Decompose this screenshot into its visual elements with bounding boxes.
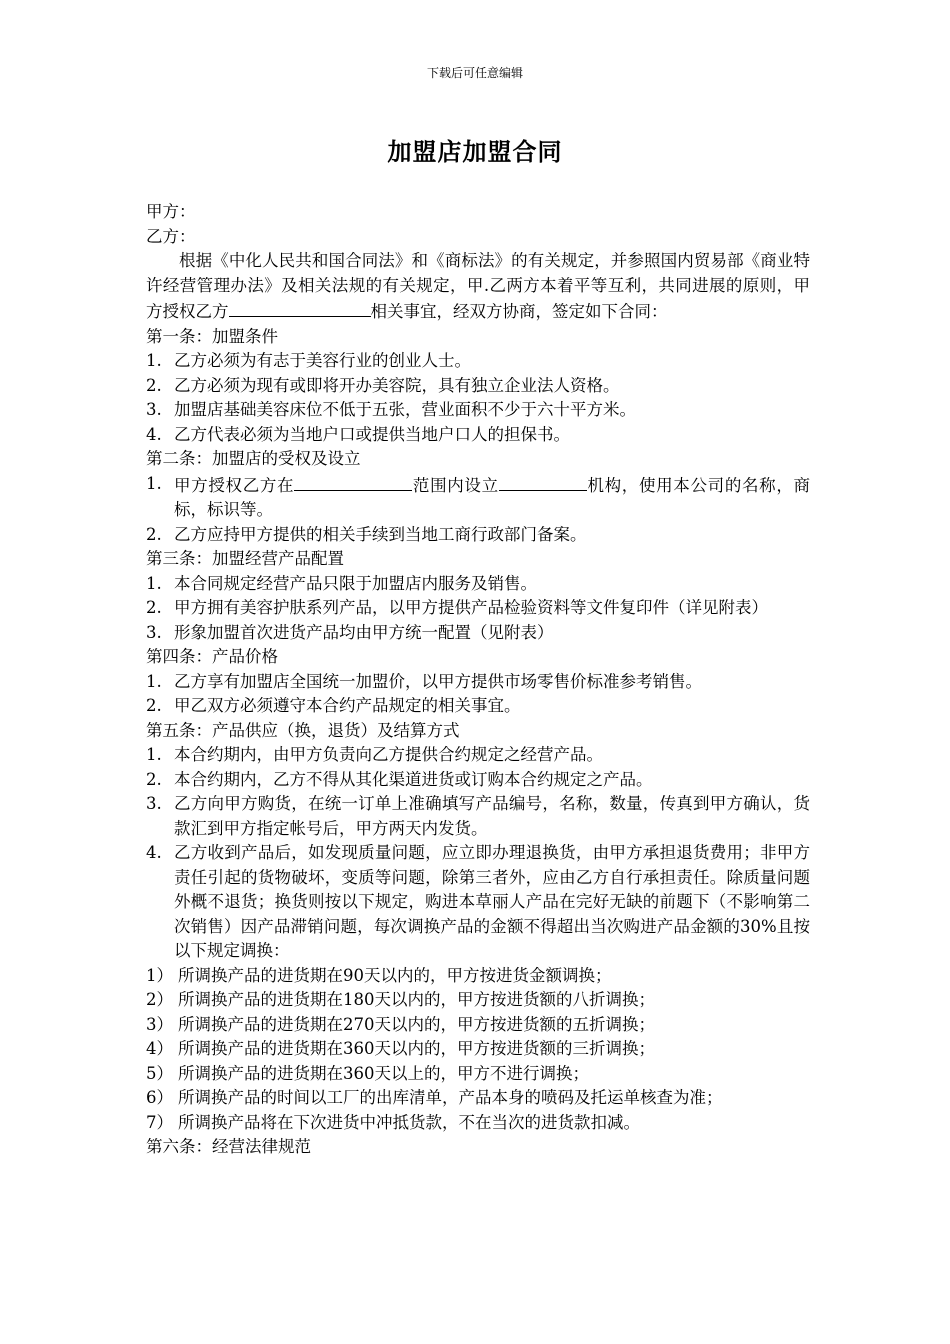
list-item [146, 694, 810, 719]
item-text: 乙方享有加盟店全国统一加盟价，以甲方提供市场零售价标准参考销售。 [174, 671, 702, 691]
intro-paragraph [146, 249, 810, 325]
sub-item-number: 1） [146, 965, 173, 985]
sub-item-number: 2） [146, 990, 173, 1009]
item-text: 乙方收到产品后，如发现质量问题，应立即办理退换货，由甲方承担退货费用；非甲方责任引起的货物破坏，变质等问题，除第三者外，应由乙方自行承担责任。除质量问题外概不退货；换货则按以下规定，购进本草丽人产品在完好无缺的前题下（不影响第二次销售）因产品滞销问题，每次调换产品的金额不得超出当次购进产品金额的30%且按以下规定调换： [174, 843, 810, 960]
item-text: 甲乙双方必须遵守本合约产品规定的相关事宜。 [174, 696, 521, 715]
sub-item-text: 所调换产品的进货期在90天以内的，甲方按进货金额调换； [178, 965, 612, 985]
item-number: 1. [146, 473, 162, 493]
sub-list-item [146, 1062, 810, 1087]
item-text-part3: 机构，使用本公司的名称，商标，标识等。 [174, 475, 811, 519]
item-text: 乙方必须为有志于美容行业的创业人士。 [174, 351, 471, 370]
item-text-part2: 范围内设立 [412, 475, 499, 495]
sub-item-text: 所调换产品的进货期在180天以内的，甲方按进货额的八折调换； [178, 990, 655, 1009]
item-text: 本合同规定经营产品只限于加盟店内服务及销售。 [174, 573, 537, 593]
item-number: 1. [146, 745, 162, 764]
item-text: 加盟店基础美容床位不低于五张，营业面积不少于六十平方米。 [174, 400, 636, 419]
list-item [146, 670, 810, 695]
article4-heading: 第四条：产品价格 [146, 647, 278, 666]
item-number: 2. [146, 769, 162, 789]
sub-item-text: 所调换产品的进货期在270天以内的，甲方按进货额的五折调换； [178, 1014, 655, 1034]
sub-item-text: 所调换产品的时间以工厂的出库清单，产品本身的喷码及托运单核查为准； [178, 1088, 723, 1107]
party-a-label: 甲方： [146, 202, 196, 221]
item-number: 1. [146, 351, 162, 370]
list-item [146, 398, 810, 423]
intro-text-end: 相关事宜，经双方协商，签定如下合同： [370, 302, 668, 321]
list-item [146, 792, 810, 841]
item-number: 4. [146, 424, 162, 444]
item-number: 1. [146, 573, 162, 593]
party-b-label: 乙方： [146, 226, 196, 246]
sub-item-number: 4） [146, 1039, 173, 1058]
item-text: 乙方必须为现有或即将开办美容院，具有独立企业法人资格。 [174, 375, 620, 395]
intro-text-start: 根据《中化人民共和国合同法》和《商标法》的有关规定，并参照国内贸易部《商业特许经营管理办法》及相关法规的有关规定，甲.乙两方本着平等互利，共同进展的原则，甲方授权乙方 [146, 251, 810, 321]
sub-item-number: 6） [146, 1088, 173, 1107]
list-item [146, 596, 810, 621]
sub-item-number: 7） [146, 1112, 173, 1132]
article3-heading: 第三条：加盟经营产品配置 [146, 549, 344, 568]
list-item [146, 621, 810, 646]
item-text: 乙方代表必须为当地户口或提供当地户口人的担保书。 [174, 424, 570, 444]
item-number: 2. [146, 696, 162, 715]
article2-heading: 第二条：加盟店的受权及设立 [146, 449, 361, 468]
sub-item-text: 所调换产品的进货期在360天以内的，甲方按进货额的三折调换； [178, 1039, 655, 1058]
list-item [146, 374, 810, 399]
item-number: 3. [146, 794, 162, 813]
sub-list-item [146, 988, 810, 1013]
article1-heading: 第一条：加盟条件 [146, 326, 278, 346]
blank-authorization-field [229, 298, 371, 317]
list-item [146, 472, 810, 523]
item-text: 本合约期内，乙方不得从其化渠道进货或订购本合约规定之产品。 [174, 769, 653, 789]
sub-item-number: 5） [146, 1063, 173, 1083]
item-text: 形象加盟首次进货产品均由甲方统一配置（见附表） [174, 622, 554, 642]
list-item [146, 523, 810, 548]
list-item [146, 572, 810, 597]
sub-list-item [146, 1013, 810, 1038]
item-number: 2. [146, 524, 162, 544]
page-header-note: 下载后可任意编辑 [426, 66, 523, 80]
item-text: 本合约期内，由甲方负责向乙方提供合约规定之经营产品。 [174, 745, 603, 764]
blank-institution-field [499, 472, 587, 491]
item-number: 3. [146, 622, 162, 642]
item-text-part1: 甲方授权乙方在 [174, 475, 295, 495]
item-number: 1. [146, 671, 162, 691]
item-text: 乙方应持甲方提供的相关手续到当地工商行政部门备案。 [174, 524, 587, 544]
item-number: 3. [146, 400, 162, 419]
article5-heading: 第五条：产品供应（换，退货）及结算方式 [146, 720, 460, 740]
list-item [146, 423, 810, 448]
list-item [146, 349, 810, 374]
list-item [146, 841, 810, 964]
item-number: 2. [146, 375, 162, 395]
sub-item-number: 3） [146, 1014, 173, 1034]
contract-body [146, 200, 810, 1160]
document-title: 加盟店加盟合同 [387, 137, 563, 166]
item-number: 4. [146, 843, 162, 862]
sub-list-item [146, 1111, 810, 1136]
sub-list-item [146, 1037, 810, 1062]
sub-list-item [146, 1086, 810, 1111]
list-item [146, 743, 810, 768]
list-item [146, 768, 810, 793]
article6-heading: 第六条：经营法律规范 [146, 1137, 311, 1156]
item-text: 乙方向甲方购货，在统一订单上准确填写产品编号，名称，数量，传真到甲方确认，货款汇到甲方指定帐号后，甲方两天内发货。 [174, 794, 810, 838]
blank-region-field [294, 472, 412, 491]
sub-item-text: 所调换产品将在下次进货中冲抵货款，不在当次的进货款扣减。 [178, 1112, 640, 1132]
sub-list-item [146, 964, 810, 989]
item-number: 2. [146, 598, 162, 617]
item-text: 甲方拥有美容护肤系列产品，以甲方提供产品检验资料等文件复印件（详见附表） [174, 598, 768, 617]
sub-item-text: 所调换产品的进货期在360天以上的，甲方不进行调换； [178, 1063, 589, 1083]
